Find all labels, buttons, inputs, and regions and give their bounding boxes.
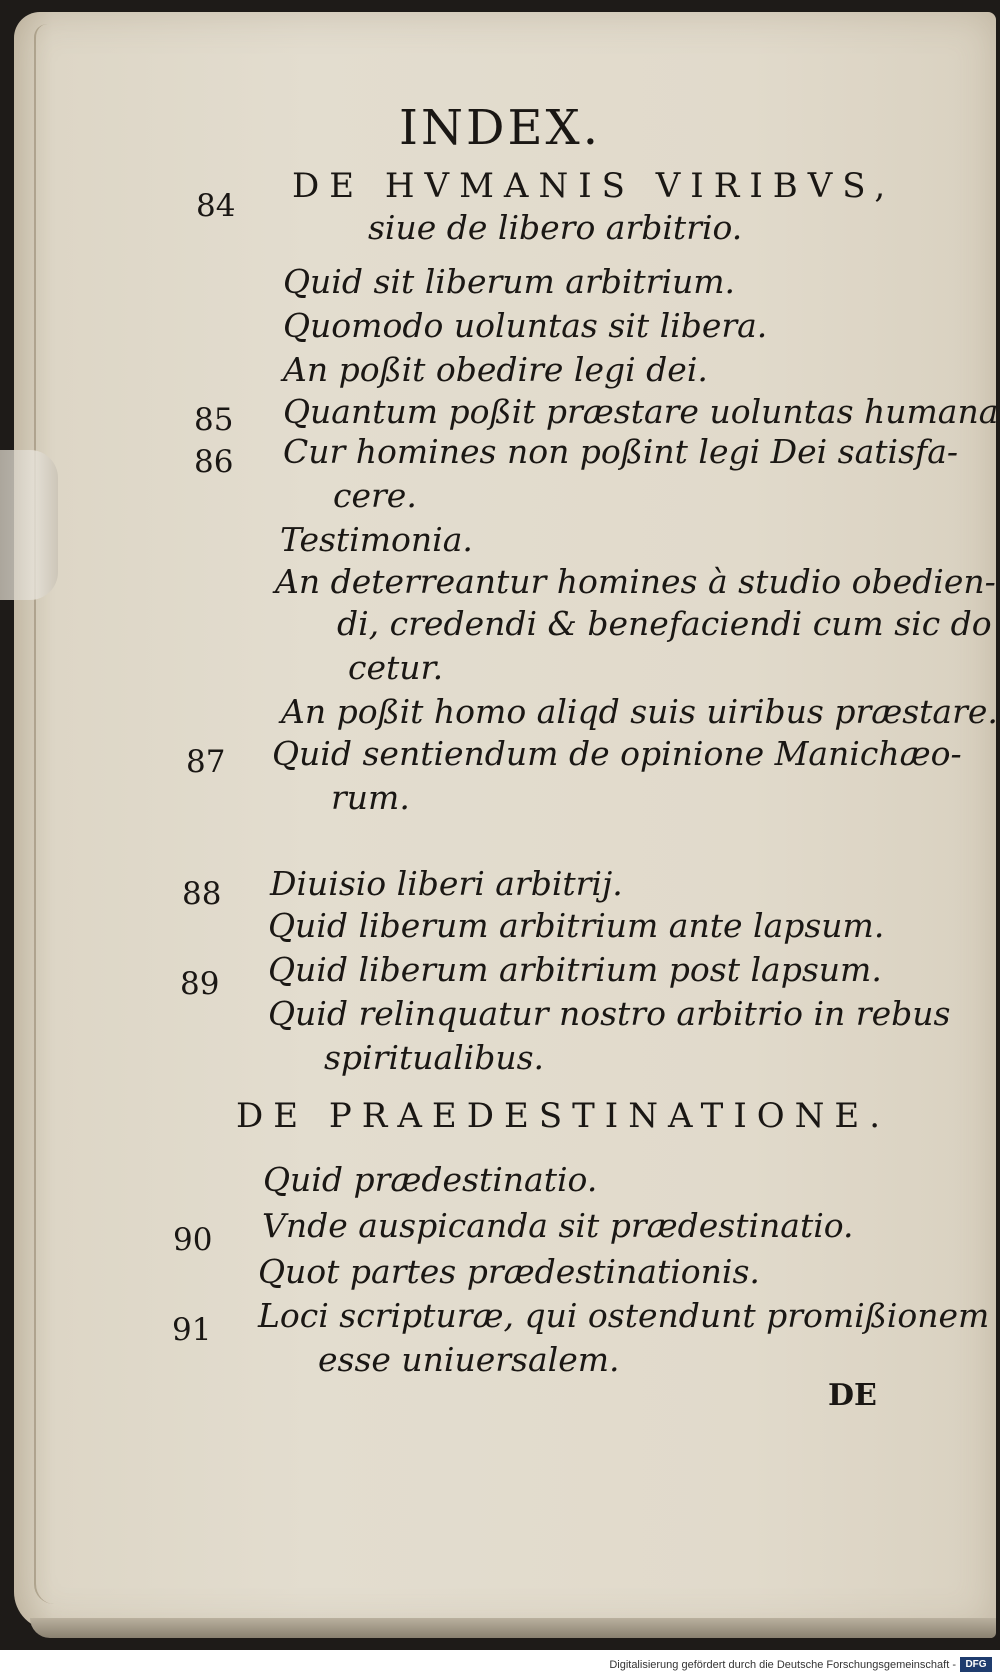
index-entry: cere. bbox=[333, 476, 417, 515]
index-entry: Quid liberum arbitrium ante lapsum. bbox=[268, 906, 885, 945]
index-entry: rum. bbox=[331, 778, 410, 817]
index-entry: An deterreantur homines à studio obedien- bbox=[275, 562, 996, 601]
page-number: 85 bbox=[194, 402, 234, 438]
index-entry: Quid sit liberum arbitrium. bbox=[283, 262, 736, 301]
section-subtitle: siue de libero arbitrio. bbox=[368, 208, 743, 247]
page-header: INDEX. bbox=[399, 100, 601, 156]
page-number: 86 bbox=[194, 444, 234, 480]
page-number: 91 bbox=[172, 1312, 212, 1348]
section-title: DE PRAEDESTINATIONE. bbox=[236, 1096, 891, 1136]
index-entry: Quid sentiendum de opinione Manichæo- bbox=[272, 734, 962, 773]
index-entry: An poßit obedire legi dei. bbox=[283, 350, 708, 389]
index-entry: esse uniuersalem. bbox=[318, 1340, 620, 1379]
page-edge bbox=[34, 24, 54, 1604]
page-clip bbox=[0, 450, 58, 600]
index-entry: Cur homines non poßint legi Dei satisfa- bbox=[283, 432, 959, 471]
page-number: 84 bbox=[196, 188, 236, 224]
index-entry: spiritualibus. bbox=[324, 1038, 545, 1077]
index-entry: Testimonia. bbox=[280, 520, 473, 559]
index-entry: Quot partes prædestinationis. bbox=[258, 1252, 760, 1291]
section-title: DE HVMANIS VIRIBVS, bbox=[292, 166, 896, 206]
page-number: 87 bbox=[186, 744, 226, 780]
index-entry: Quid liberum arbitrium post lapsum. bbox=[268, 950, 882, 989]
index-entry: Loci scripturæ, qui ostendunt promißionem bbox=[258, 1296, 990, 1335]
page-number: 89 bbox=[180, 966, 220, 1002]
index-entry: Quomodo uoluntas sit libera. bbox=[283, 306, 768, 345]
index-entry: Diuisio liberi arbitrij. bbox=[270, 864, 623, 903]
index-entry: Quantum poßit præstare uoluntas humana bbox=[283, 392, 999, 431]
catchword: DE bbox=[828, 1378, 877, 1413]
index-entry: Vnde auspicanda sit prædestinatio. bbox=[262, 1206, 854, 1245]
index-entry: Quid relinquatur nostro arbitrio in rebus bbox=[268, 994, 951, 1033]
page-number: 90 bbox=[173, 1222, 213, 1258]
index-entry: cetur. bbox=[348, 648, 444, 687]
page-number: 88 bbox=[182, 876, 222, 912]
page-bottom-edge bbox=[30, 1618, 996, 1638]
index-entry: An poßit homo aliqd suis uiribus præstare. bbox=[281, 692, 998, 731]
dfg-logo: DFG bbox=[960, 1657, 992, 1672]
index-entry: di, credendi & benefaciendi cum sic do bbox=[337, 604, 992, 643]
index-entry: Quid prædestinatio. bbox=[263, 1160, 598, 1199]
footer-credit: Digitalisierung gefördert durch die Deutsche Forschungsgemeinschaft - bbox=[609, 1659, 956, 1671]
